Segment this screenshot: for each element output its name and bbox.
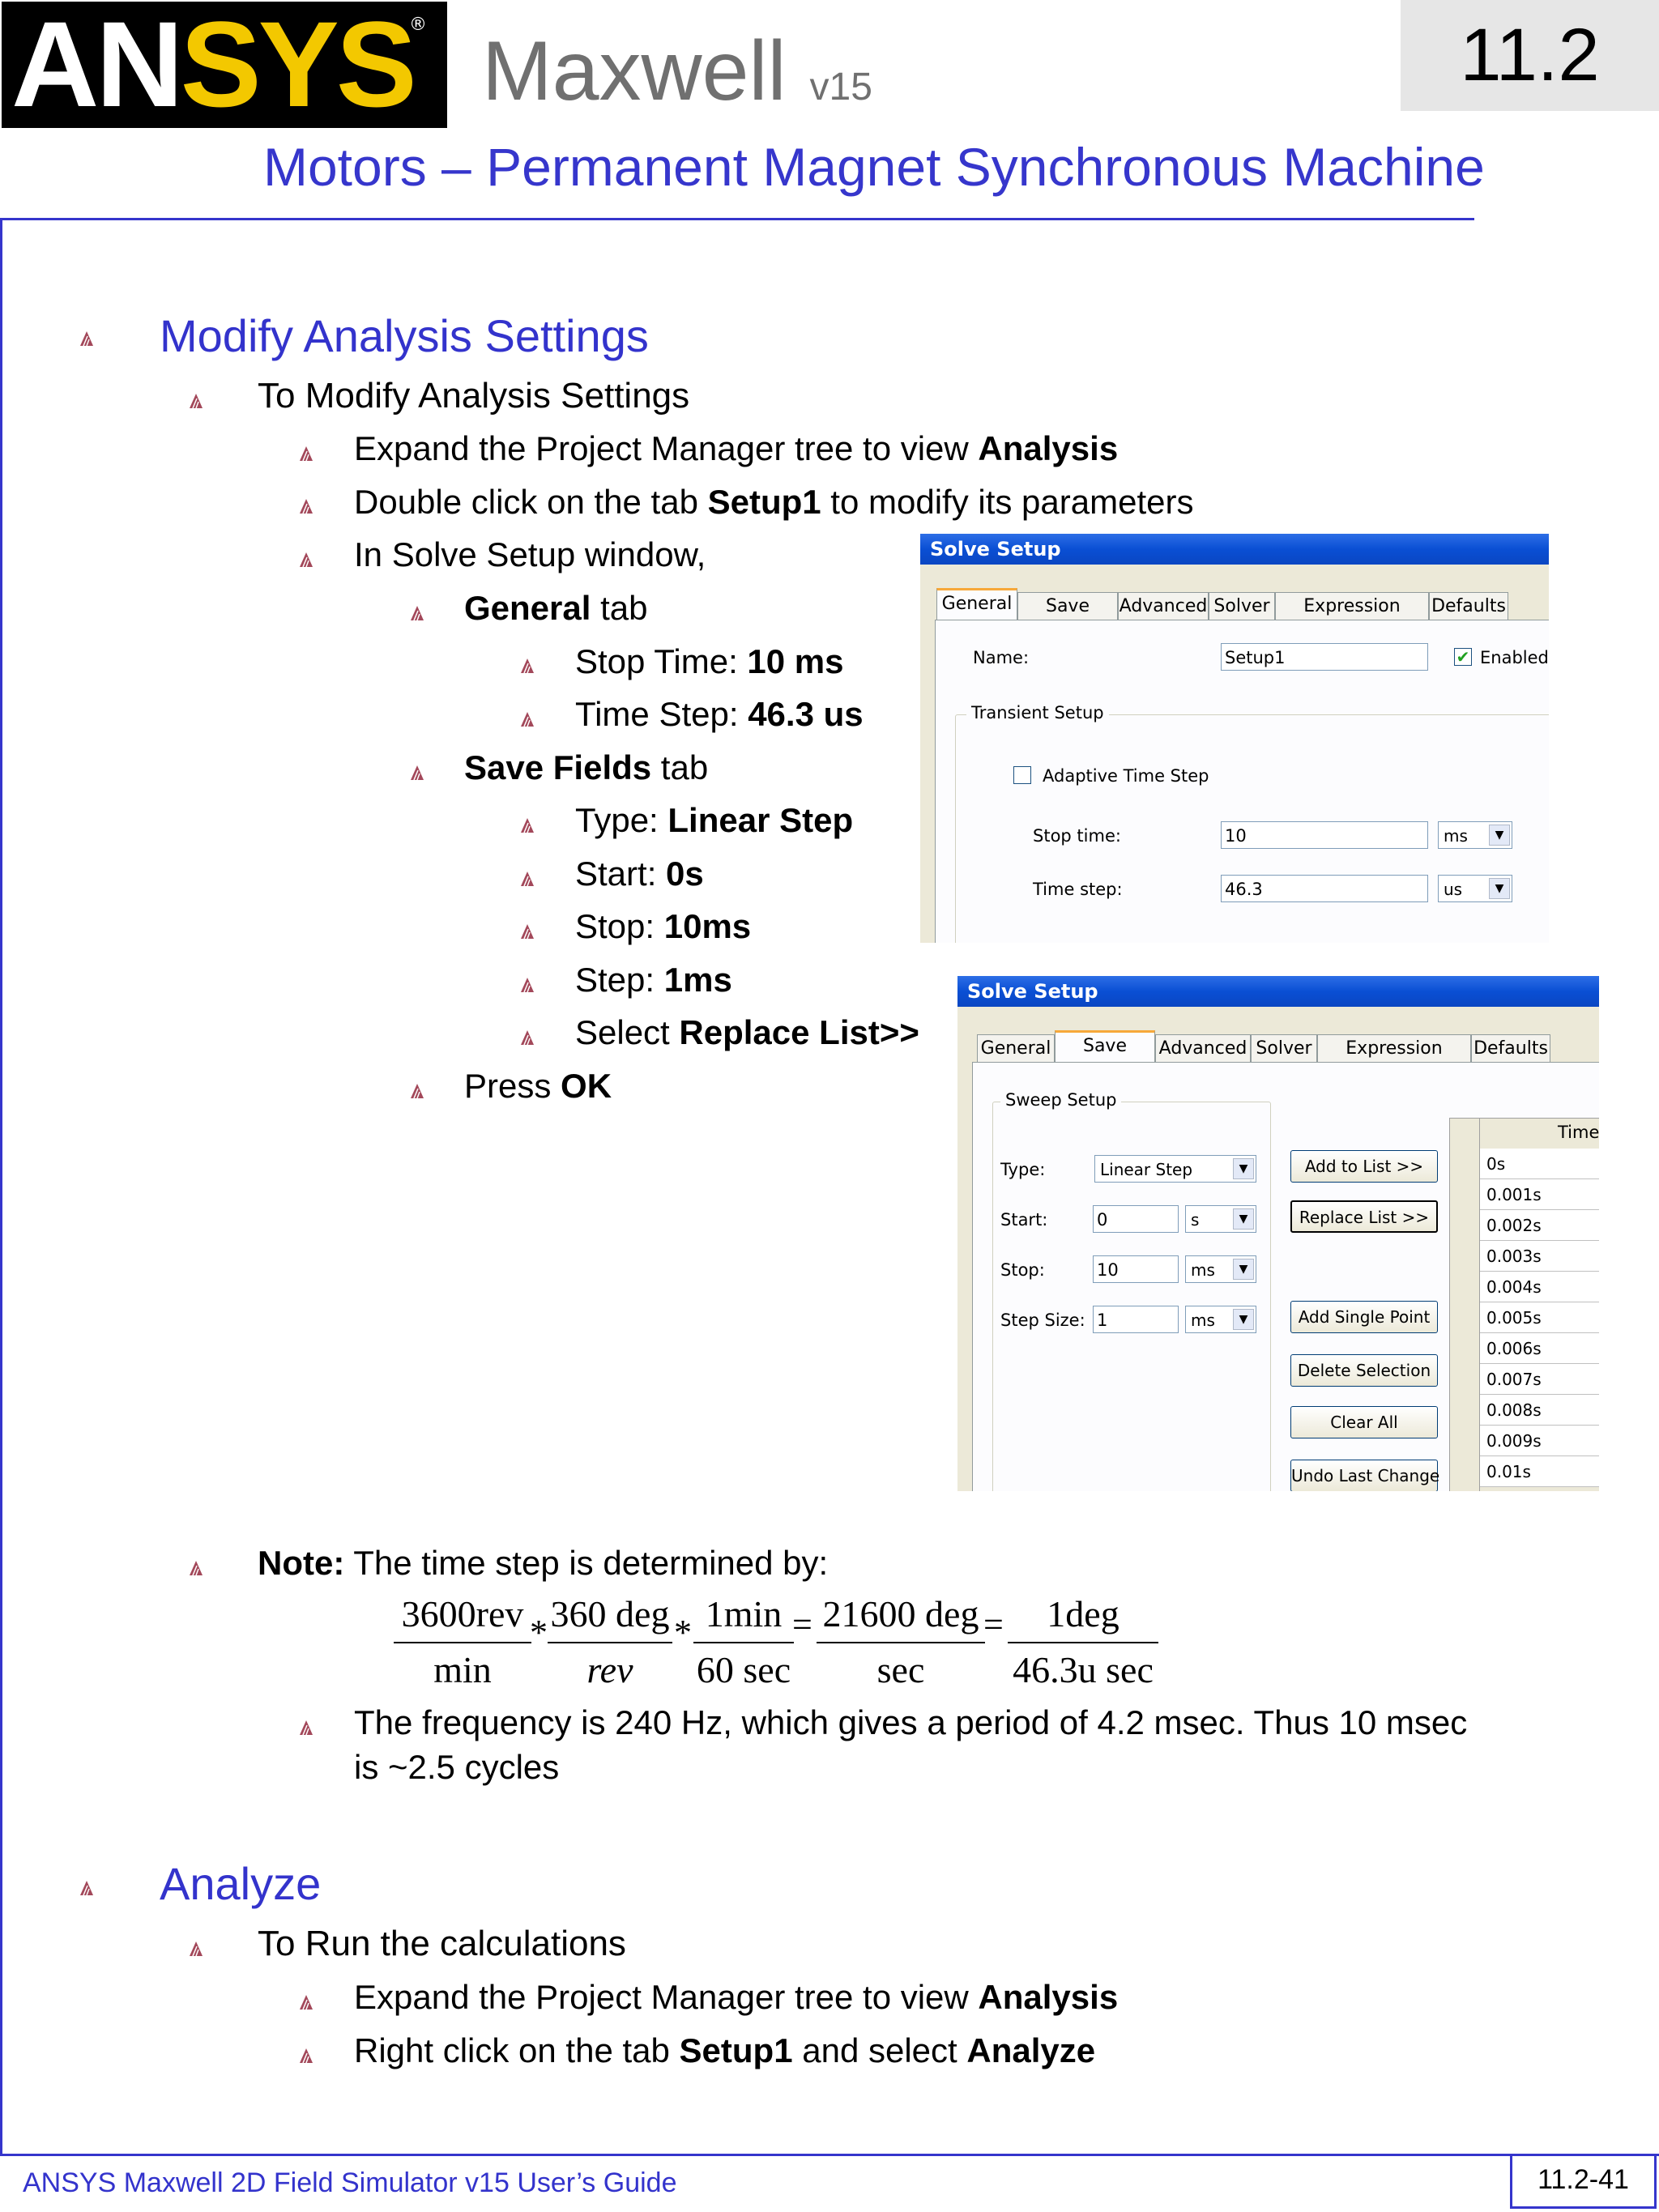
clear-all-button[interactable]: Clear All <box>1290 1406 1438 1438</box>
stop-time-label: Stop time: <box>1033 826 1121 846</box>
bullet-icon <box>79 330 95 347</box>
page-subtitle: Motors – Permanent Magnet Synchronous Machine <box>263 137 1485 197</box>
time-step-field[interactable]: 46.3 <box>1221 875 1428 902</box>
equation-operator: = <box>792 1605 812 1644</box>
step-size-label: Step Size: <box>1000 1311 1085 1330</box>
stop-time-unit-select[interactable]: ms ▼ <box>1438 821 1512 849</box>
equation-fraction: 3600rev min <box>394 1592 531 1691</box>
adaptive-time-step-label: Adaptive Time Step <box>1043 766 1209 786</box>
start-unit-select[interactable]: s ▼ <box>1185 1205 1256 1233</box>
tab-general[interactable]: General <box>977 1034 1055 1063</box>
bullet-icon <box>409 764 425 782</box>
time-column-header: Time <box>1558 1123 1599 1142</box>
time-cell[interactable]: 0.01s <box>1480 1456 1599 1487</box>
tab-solver[interactable]: Solver <box>1209 592 1275 620</box>
item-double-click: Double click on the tab Setup1 to modify its parameters <box>354 483 1194 521</box>
time-cell[interactable]: 0.007s <box>1480 1364 1599 1395</box>
bullet-icon <box>519 870 535 888</box>
chevron-down-icon: ▼ <box>1233 1259 1254 1280</box>
left-border <box>0 218 2 2155</box>
item-right-click: Right click on the tab Setup1 and select Analyze <box>354 2031 1096 2069</box>
tab-general[interactable]: General <box>936 588 1017 623</box>
chapter-number: 11.2 <box>1460 14 1600 96</box>
note-text: Note: The time step is determined by: <box>258 1544 829 1582</box>
name-field[interactable]: Setup1 <box>1221 643 1428 671</box>
tab-defaults[interactable]: Defaults <box>1429 592 1508 620</box>
equation-fraction: 21600 deg sec <box>817 1592 985 1691</box>
undo-last-change-button[interactable]: Undo Last Change <box>1290 1460 1438 1491</box>
solve-setup-dialog-general <box>920 534 1549 943</box>
item-select-replace: Select Replace List>> <box>575 1013 919 1051</box>
enabled-checkbox[interactable]: ✔ <box>1454 648 1472 666</box>
type-label: Type: <box>1000 1160 1046 1179</box>
product-title: Maxwell v15 <box>482 24 872 118</box>
bullet-icon <box>409 604 425 622</box>
footer-guide-title: ANSYS Maxwell 2D Field Simulator v15 User’s Guide <box>23 2167 677 2198</box>
time-cell[interactable]: 0.005s <box>1480 1302 1599 1333</box>
item-press-ok: Press OK <box>464 1067 612 1105</box>
item-step: Step: 1ms <box>575 961 732 999</box>
stop-label: Stop: <box>1000 1260 1045 1280</box>
chevron-down-icon: ▼ <box>1489 825 1510 846</box>
replace-list-button[interactable]: Replace List >> <box>1290 1200 1438 1233</box>
tab-solver[interactable]: Solver <box>1251 1034 1317 1063</box>
dialog-title: Solve Setup <box>957 976 1599 1007</box>
transient-setup-label: Transient Setup <box>966 703 1109 722</box>
equation-operator: = <box>983 1605 1004 1644</box>
start-label: Start: <box>1000 1210 1048 1230</box>
time-step-label: Time step: <box>1033 880 1123 899</box>
tab-save-fields[interactable]: Save <box>1017 592 1118 620</box>
bullet-icon <box>188 1940 204 1958</box>
time-step-unit-select[interactable]: us ▼ <box>1438 875 1512 902</box>
header-divider <box>0 218 1474 220</box>
item-expand-tree-2: Expand the Project Manager tree to view Analysis <box>354 1978 1119 2016</box>
stop-unit-select[interactable]: ms ▼ <box>1185 1255 1256 1283</box>
bullet-icon <box>298 551 314 569</box>
tab-expression-cache[interactable]: Expression <box>1275 592 1429 620</box>
item-solve-setup: In Solve Setup window, <box>354 535 706 573</box>
stop-field[interactable]: 10 <box>1093 1255 1179 1283</box>
item-stop-time: Stop Time: 10 ms <box>575 642 844 680</box>
adaptive-time-step-checkbox[interactable] <box>1013 766 1031 784</box>
chevron-down-icon: ▼ <box>1233 1158 1254 1179</box>
subheading-run: To Run the calculations <box>258 1924 626 1963</box>
ansys-logo-text: ANSYS <box>11 0 414 132</box>
time-grid-row-headers <box>1449 1118 1480 1491</box>
time-cell[interactable]: 0.001s <box>1480 1179 1599 1210</box>
dialog-title: Solve Setup <box>920 534 1549 565</box>
footer-divider <box>0 2154 1659 2156</box>
bullet-icon <box>79 1879 95 1897</box>
add-single-point-button[interactable]: Add Single Point <box>1290 1301 1438 1333</box>
delete-selection-button[interactable]: Delete Selection <box>1290 1354 1438 1387</box>
bullet-icon <box>519 816 535 834</box>
equation-fraction: 1min 60 sec <box>693 1592 794 1691</box>
sweep-setup-label: Sweep Setup <box>1000 1090 1121 1110</box>
name-label: Name: <box>973 648 1030 667</box>
time-cell[interactable]: 0.003s <box>1480 1241 1599 1272</box>
general-panel <box>935 620 1549 943</box>
subheading-modify: To Modify Analysis Settings <box>258 376 690 416</box>
tab-save-fields[interactable]: Save <box>1055 1030 1155 1065</box>
tab-expression-cache[interactable]: Expression <box>1317 1034 1471 1063</box>
save-fields-panel <box>972 1062 1599 1491</box>
type-select[interactable]: Linear Step ▼ <box>1094 1155 1256 1183</box>
item-start: Start: 0s <box>575 855 704 893</box>
bullet-icon <box>298 1719 314 1737</box>
item-general-tab: General tab <box>464 589 648 627</box>
page-number: 11.2-41 <box>1537 2164 1629 2195</box>
bullet-icon <box>519 710 535 728</box>
time-cell[interactable]: 0.006s <box>1480 1333 1599 1364</box>
bullet-icon <box>519 923 535 940</box>
bullet-icon <box>188 1559 204 1577</box>
frequency-text-line2: is ~2.5 cycles <box>354 1748 560 1786</box>
item-type: Type: Linear Step <box>575 801 854 839</box>
solve-setup-dialog-save-fields <box>957 976 1599 1491</box>
add-to-list-button[interactable]: Add to List >> <box>1290 1150 1438 1183</box>
section-heading-analyze: Analyze <box>160 1858 322 1909</box>
bullet-icon <box>298 497 314 515</box>
bullet-icon <box>519 657 535 675</box>
bullet-icon <box>298 1993 314 2011</box>
chevron-down-icon: ▼ <box>1489 878 1510 899</box>
section-heading-modify: Modify Analysis Settings <box>160 310 649 361</box>
registered-mark: ® <box>409 15 427 35</box>
equation-operator: * <box>674 1613 692 1652</box>
time-cell[interactable]: 0s <box>1480 1149 1599 1179</box>
item-expand-tree: Expand the Project Manager tree to view Analysis <box>354 429 1119 467</box>
step-size-field[interactable]: 1 <box>1093 1306 1179 1333</box>
equation-fraction: 1deg 46.3u sec <box>1008 1592 1158 1691</box>
step-size-unit-select[interactable]: ms ▼ <box>1185 1306 1256 1333</box>
time-cell[interactable]: 0.008s <box>1480 1395 1599 1426</box>
frequency-text-line1: The frequency is 240 Hz, which gives a period of 4.2 msec. Thus 10 msec <box>354 1703 1468 1741</box>
bullet-icon <box>298 2047 314 2065</box>
chevron-down-icon: ▼ <box>1233 1309 1254 1330</box>
time-cell[interactable]: 0.009s <box>1480 1426 1599 1456</box>
equation-fraction: 360 deg rev <box>548 1592 672 1691</box>
time-cell[interactable]: 0.002s <box>1480 1210 1599 1241</box>
bullet-icon <box>188 392 204 410</box>
bullet-icon <box>519 1029 535 1046</box>
chevron-down-icon: ▼ <box>1233 1208 1254 1230</box>
tab-advanced[interactable]: Advanced <box>1155 1034 1251 1063</box>
item-save-fields-tab: Save Fields tab <box>464 748 709 786</box>
item-stop: Stop: 10ms <box>575 907 752 945</box>
enabled-label: Enabled <box>1480 648 1549 667</box>
tab-advanced[interactable]: Advanced <box>1118 592 1209 620</box>
item-time-step: Time Step: 46.3 us <box>575 695 864 733</box>
tab-defaults[interactable]: Defaults <box>1471 1034 1550 1063</box>
bullet-icon <box>298 445 314 462</box>
stop-time-field[interactable]: 10 <box>1221 821 1428 849</box>
bullet-icon <box>519 976 535 994</box>
time-cell[interactable]: 0.004s <box>1480 1272 1599 1302</box>
bullet-icon <box>409 1082 425 1100</box>
start-field[interactable]: 0 <box>1093 1205 1179 1233</box>
equation-operator: * <box>530 1613 548 1652</box>
